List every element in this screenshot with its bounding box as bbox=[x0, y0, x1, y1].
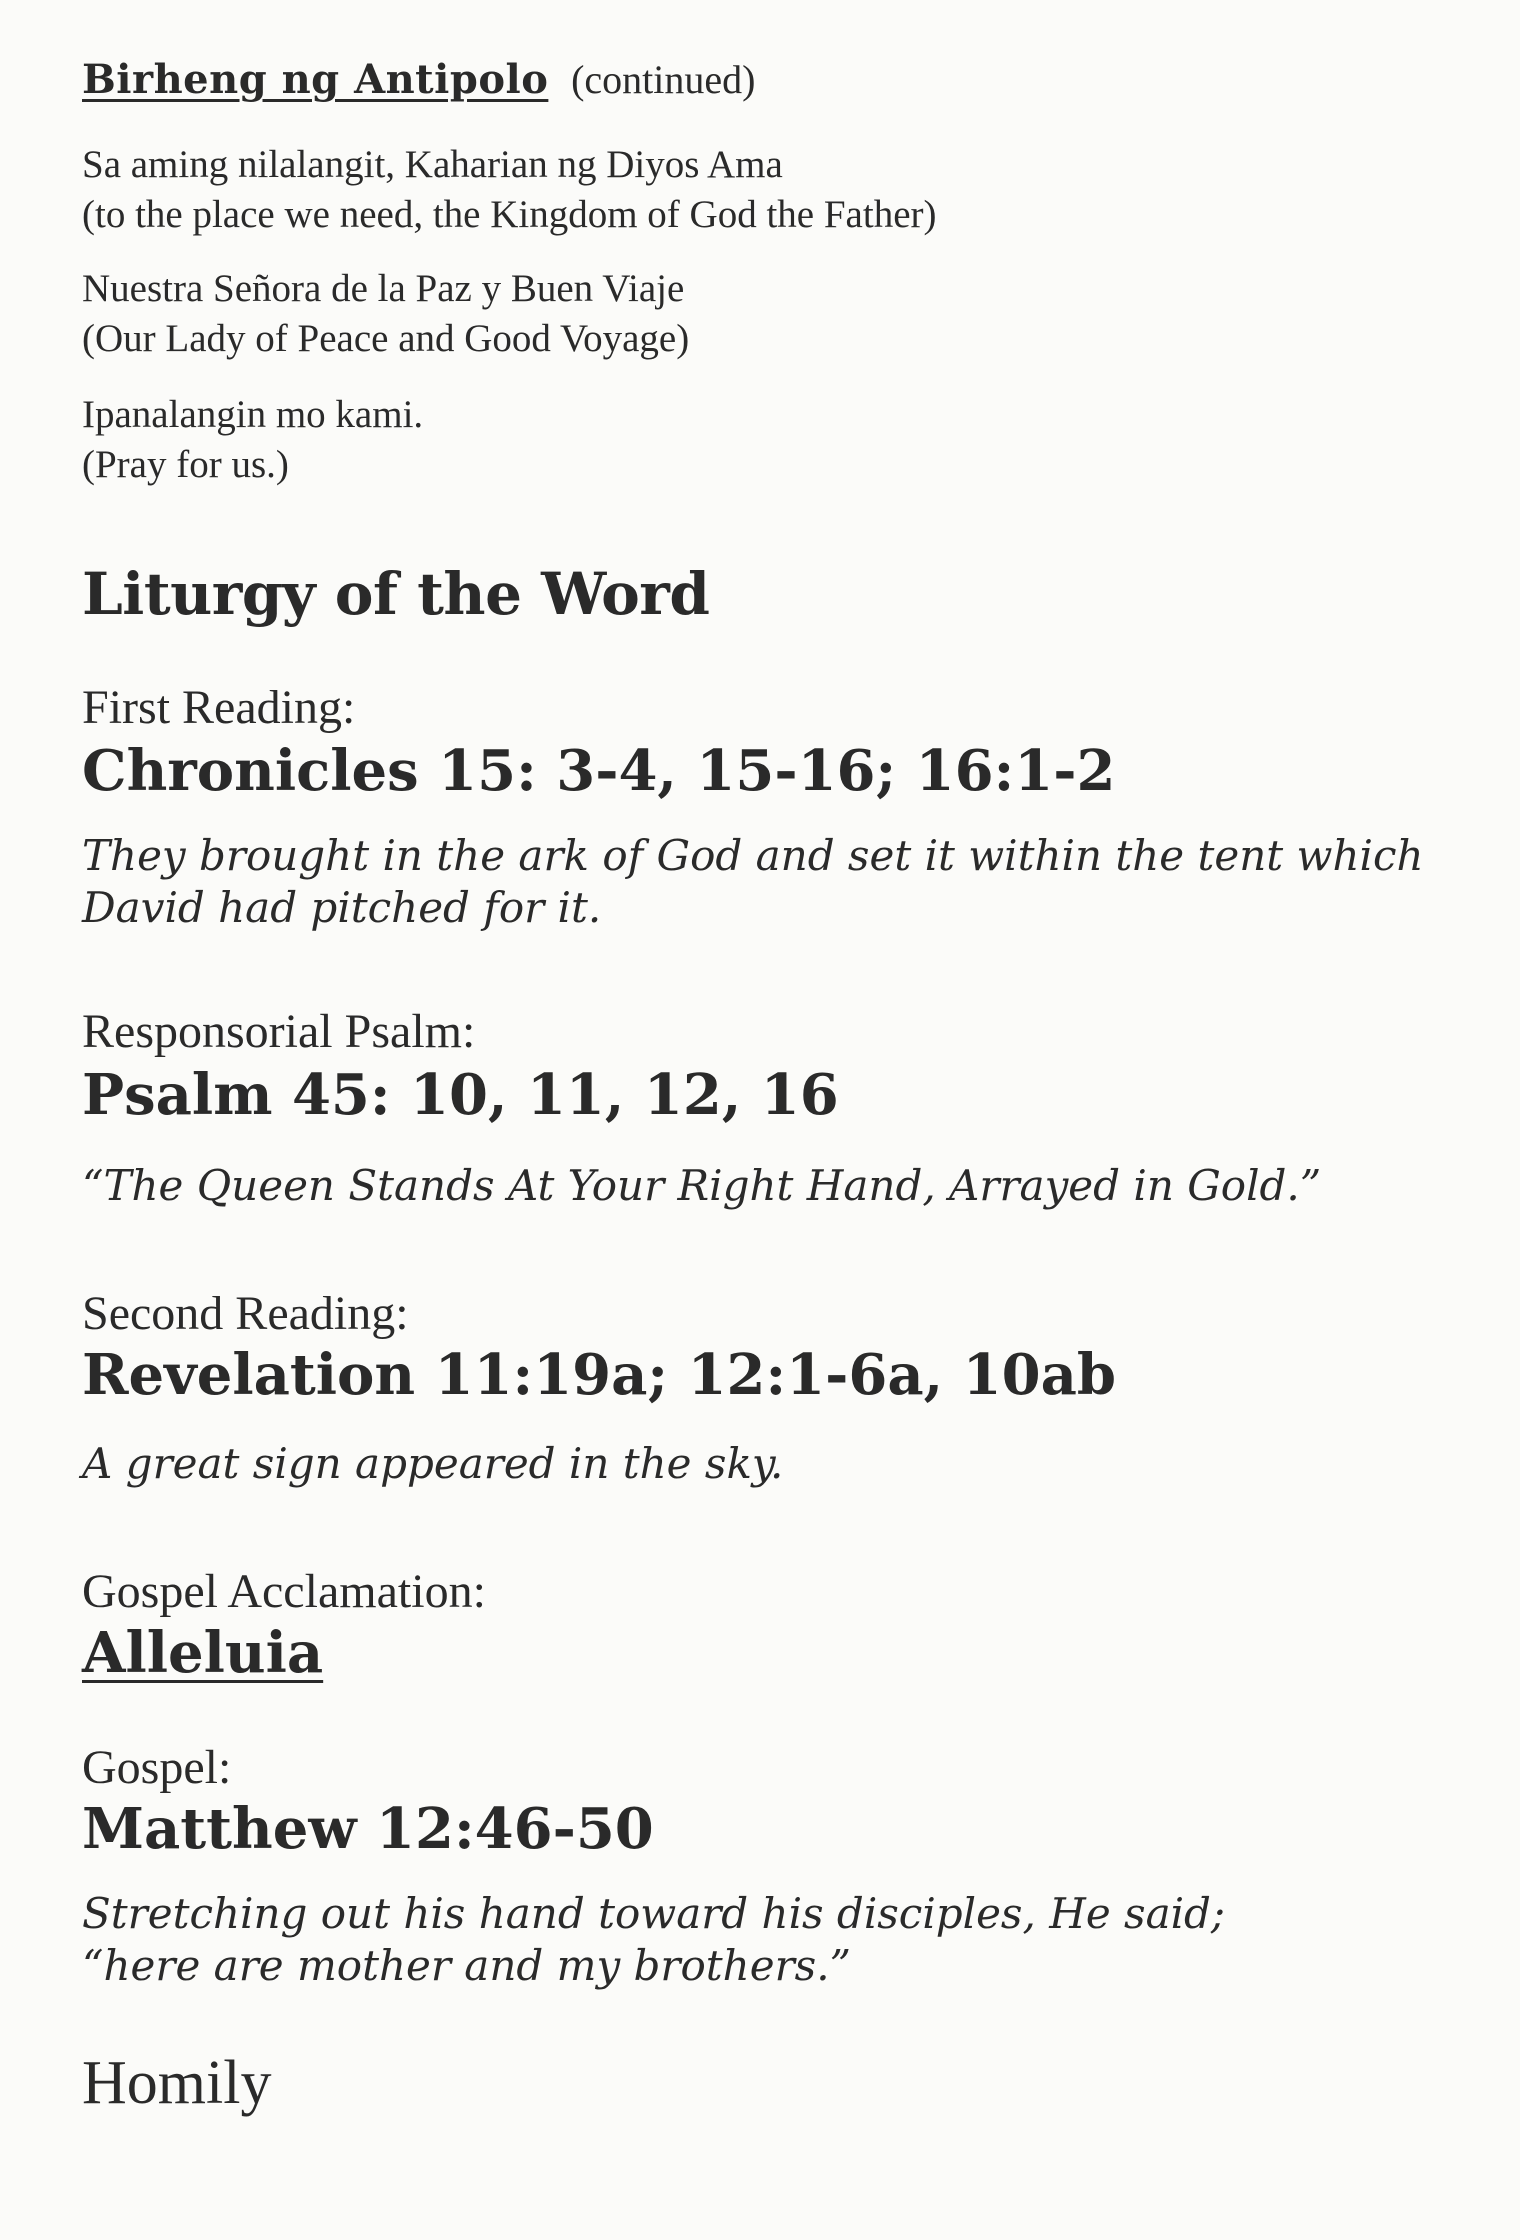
summary-line: “here are mother and my brothers.” bbox=[82, 1941, 852, 1990]
reading-label: Responsorial Psalm: bbox=[82, 1005, 476, 1058]
reading-label: Second Reading: bbox=[82, 1287, 409, 1340]
hymn-title: Birheng ng Antipolo bbox=[82, 56, 549, 103]
reading-reference: Revelation 11:19a; 12:1-6a, 10ab bbox=[82, 1342, 1117, 1408]
hymn-stanza bbox=[82, 390, 423, 490]
reading-label: Gospel: bbox=[82, 1741, 232, 1794]
reading-summary bbox=[82, 830, 1424, 934]
lyric-line: Nuestra Señora de la Paz y Buen Viaje bbox=[82, 267, 685, 310]
reading-reference: Matthew 12:46-50 bbox=[82, 1796, 654, 1862]
summary-line: A great sign appeared in the sky. bbox=[82, 1439, 784, 1488]
hymn-title-row bbox=[82, 56, 755, 103]
summary-line: “The Queen Stands At Your Right Hand, Arrayed in Gold.” bbox=[82, 1161, 1322, 1210]
section-heading: Liturgy of the Word bbox=[82, 560, 710, 628]
hymn-continued-note: (continued) bbox=[571, 57, 756, 102]
summary-line: David had pitched for it. bbox=[82, 883, 602, 932]
reading-reference: Chronicles 15: 3-4, 15-16; 16:1-2 bbox=[82, 738, 1116, 804]
hymn-stanza bbox=[82, 264, 689, 364]
reading-summary bbox=[82, 1438, 783, 1490]
lyric-translation: (Our Lady of Peace and Good Voyage) bbox=[82, 317, 690, 360]
psalm-response bbox=[82, 1160, 1321, 1212]
reading-summary bbox=[82, 1888, 1225, 1992]
summary-line: They brought in the ark of God and set it within the tent which bbox=[82, 831, 1424, 880]
reading-label: Gospel Acclamation: bbox=[82, 1565, 486, 1618]
lyric-translation: (to the place we need, the Kingdom of God the Father) bbox=[82, 193, 937, 236]
summary-line: Stretching out his hand toward his disciples, He said; bbox=[82, 1889, 1226, 1938]
homily-heading: Homily bbox=[82, 2049, 272, 2117]
acclamation-title: Alleluia bbox=[82, 1620, 324, 1686]
lyric-translation: (Pray for us.) bbox=[82, 443, 289, 486]
reading-reference: Psalm 45: 10, 11, 12, 16 bbox=[82, 1062, 839, 1128]
lyric-line: Ipanalangin mo kami. bbox=[82, 393, 424, 436]
reading-label: First Reading: bbox=[82, 681, 356, 734]
lyric-line: Sa aming nilalangit, Kaharian ng Diyos Ama bbox=[82, 143, 783, 186]
hymn-stanza bbox=[82, 140, 936, 240]
